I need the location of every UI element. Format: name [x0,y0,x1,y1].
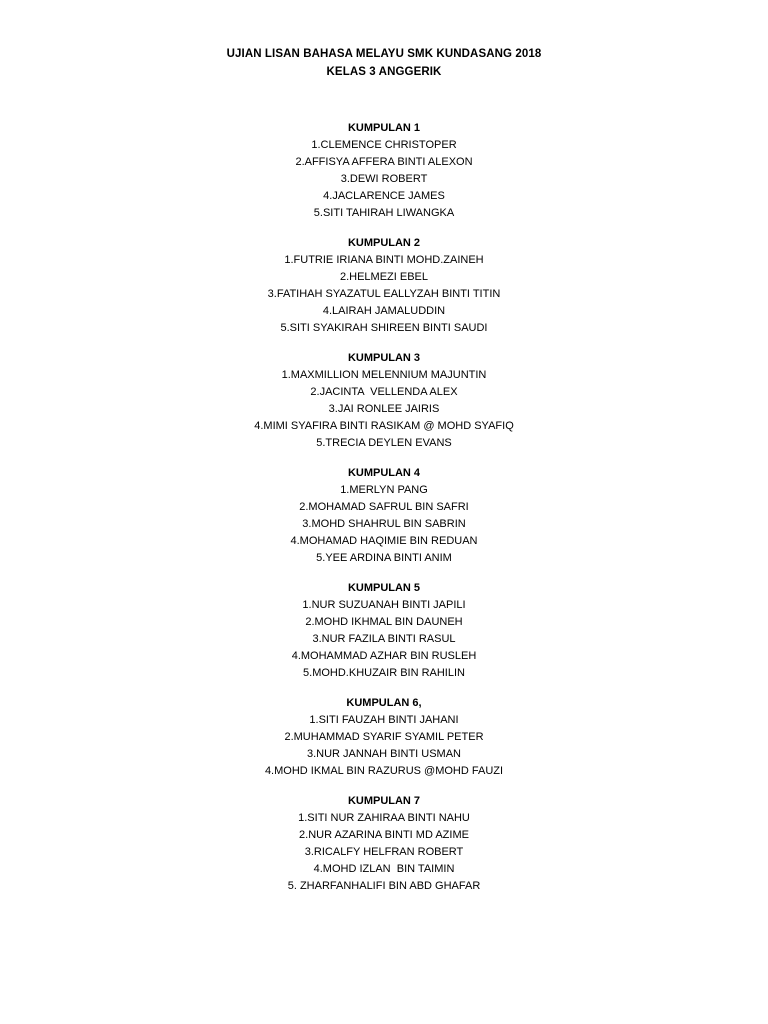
member-item: 4.LAIRAH JAMALUDDIN [322,305,446,317]
group-title: KUMPULAN 2 [347,237,421,249]
member-item: 1.MERLYN PANG [340,484,428,496]
member-item: 3.DEWI ROBERT [340,173,428,185]
member-item: 5.TRECIA DEYLEN EVANS [316,437,452,449]
member-list [0,810,768,895]
member-item: 2.JACINTA VELLENDA ALEX [310,386,458,398]
member-item: 4.MOHAMMAD AZHAR BIN RUSLEH [291,650,477,662]
group-title: KUMPULAN 4 [347,467,421,479]
member-item: 3.MOHD SHAHRUL BIN SABRIN [302,518,466,530]
member-list [0,252,768,337]
group-3 [0,350,768,452]
group-title: KUMPULAN 1 [347,122,421,134]
group-title: KUMPULAN 7 [347,795,421,807]
member-item: 1.SITI FAUZAH BINTI JAHANI [309,714,459,726]
group-title: KUMPULAN 5 [347,582,421,594]
group-4 [0,465,768,567]
group-list [0,120,768,908]
member-item: 4.MIMI SYAFIRA BINTI RASIKAM @ MOHD SYAFIQ [254,420,514,432]
group-1 [0,120,768,222]
member-item: 2.AFFISYA AFFERA BINTI ALEXON [295,156,473,168]
document-title: UJIAN LISAN BAHASA MELAYU SMK KUNDASANG 2018 [226,48,542,60]
group-6 [0,695,768,780]
member-item: 2.MOHAMAD SAFRUL BIN SAFRI [299,501,469,513]
member-list [0,137,768,222]
member-item: 2.HELMEZI EBEL [339,271,429,283]
member-list [0,482,768,567]
member-item: 3.RICALFY HELFRAN ROBERT [304,846,464,858]
group-5 [0,580,768,682]
member-item: 2.MOHD IKHMAL BIN DAUNEH [305,616,463,628]
member-item: 3.JAI RONLEE JAIRIS [328,403,440,415]
group-title: KUMPULAN 3 [347,352,421,364]
group-2 [0,235,768,337]
member-item: 1.SITI NUR ZAHIRAA BINTI NAHU [298,812,470,824]
member-list [0,367,768,452]
member-item: 4.MOHAMAD HAQIMIE BIN REDUAN [290,535,478,547]
member-list [0,597,768,682]
group-title: KUMPULAN 6, [346,697,422,709]
member-item: 1.MAXMILLION MELENNIUM MAJUNTIN [281,369,487,381]
member-item: 5. ZHARFANHALIFI BIN ABD GHAFAR [287,880,481,892]
member-item: 4.MOHD IZLAN BIN TAIMIN [313,863,455,875]
member-item: 5.MOHD.KHUZAIR BIN RAHILIN [303,667,465,679]
member-item: 5.YEE ARDINA BINTI ANIM [316,552,452,564]
member-item: 1.CLEMENCE CHRISTOPER [311,139,457,151]
member-item: 5.SITI SYAKIRAH SHIREEN BINTI SAUDI [280,322,488,334]
member-item: 2.MUHAMMAD SYARIF SYAMIL PETER [284,731,484,743]
member-item: 1.FUTRIE IRIANA BINTI MOHD.ZAINEH [284,254,484,266]
member-item: 3.NUR JANNAH BINTI USMAN [306,748,462,760]
member-item: 2.NUR AZARINA BINTI MD AZIME [299,829,469,841]
member-item: 4.MOHD IKMAL BIN RAZURUS @MOHD FAUZI [264,765,504,777]
member-item: 5.SITI TAHIRAH LIWANGKA [313,207,455,219]
member-list [0,712,768,780]
member-item: 3.NUR FAZILA BINTI RASUL [312,633,456,645]
member-item: 1.NUR SUZUANAH BINTI JAPILI [302,599,466,611]
member-item: 4.JACLARENCE JAMES [323,190,445,202]
member-item: 3.FATIHAH SYAZATUL EALLYZAH BINTI TITIN [267,288,501,300]
class-name: KELAS 3 ANGGERIK [326,66,442,78]
group-7 [0,793,768,895]
